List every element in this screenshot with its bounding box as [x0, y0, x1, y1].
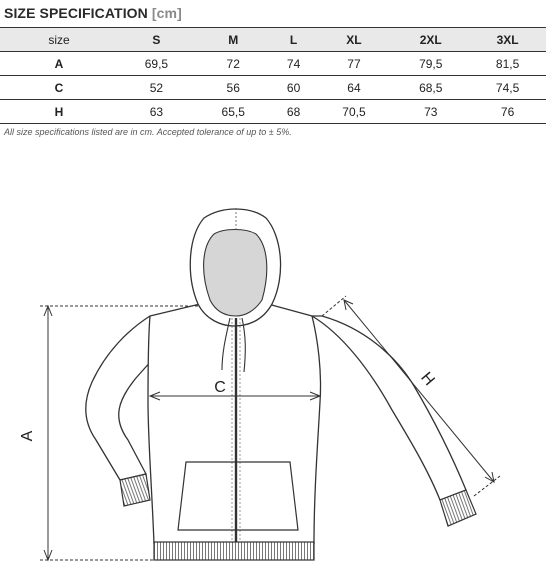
table-cell: 70,5: [316, 100, 393, 124]
label-c: C: [214, 379, 226, 396]
table-cell: 64: [316, 76, 393, 100]
row-label: A: [0, 52, 118, 76]
table-cell: 72: [195, 52, 272, 76]
label-h: H: [417, 369, 438, 389]
table-cell: 68,5: [392, 76, 469, 100]
title-unit: [cm]: [151, 5, 182, 21]
tolerance-note: All size specifications listed are in cm. Accepted tolerance of up to ± 5%.: [4, 127, 292, 137]
column-header: S: [118, 28, 195, 52]
table-cell: 52: [118, 76, 195, 100]
title-text: SIZE SPECIFICATION: [4, 5, 148, 21]
table-cell: 79,5: [392, 52, 469, 76]
column-header: L: [272, 28, 316, 52]
table-cell: 68: [272, 100, 316, 124]
table-cell: 81,5: [469, 52, 546, 76]
row-label: H: [0, 100, 118, 124]
table-cell: 56: [195, 76, 272, 100]
right-sleeve: [312, 316, 466, 500]
table-cell: 74,5: [469, 76, 546, 100]
table-cell: 74: [272, 52, 316, 76]
table-cell: 63: [118, 100, 195, 124]
table-cell: 76: [469, 100, 546, 124]
hoodie-body: [148, 304, 321, 544]
table-cell: 77: [316, 52, 393, 76]
left-cuff: [120, 474, 150, 506]
table-cell: 65,5: [195, 100, 272, 124]
waistband: [154, 542, 314, 560]
table-cell: 60: [272, 76, 316, 100]
label-a: A: [19, 430, 36, 442]
hood-inner: [204, 230, 267, 317]
column-header: 2XL: [392, 28, 469, 52]
row-label: C: [0, 76, 118, 100]
table-cell: 69,5: [118, 52, 195, 76]
table-cell: 73: [392, 100, 469, 124]
column-header: 3XL: [469, 28, 546, 52]
left-sleeve: [86, 316, 152, 480]
column-header: size: [0, 28, 118, 52]
column-header: M: [195, 28, 272, 52]
column-header: XL: [316, 28, 393, 52]
